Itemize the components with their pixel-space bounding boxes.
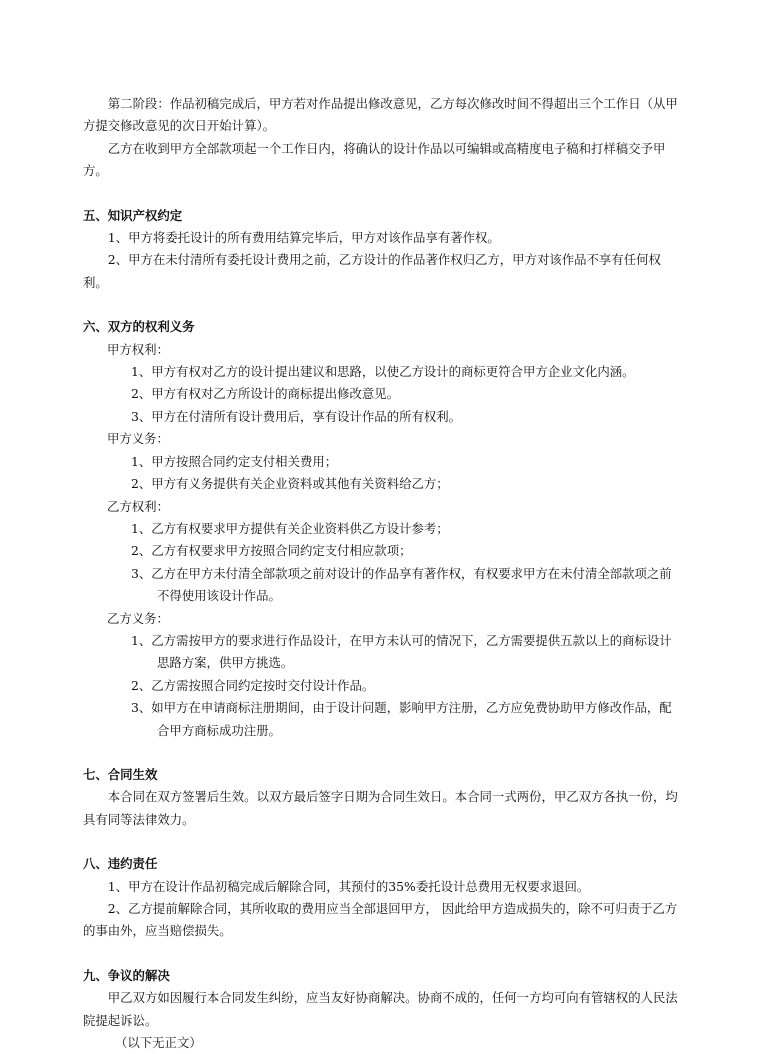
list-item: 3、乙方在甲方未付清全部款项之前对设计的作品享有著作权，有权要求甲方在未付清全部款项之前不得使用该设计作品。 <box>131 565 672 604</box>
section-heading-effectiveness: 七、合同生效 <box>83 766 158 782</box>
list-item: 2、甲方有义务提供有关企业资料或其他有关资料给乙方； <box>131 476 449 492</box>
list-item: 2、甲方有权对乙方所设计的商标提出修改意见。 <box>131 386 400 402</box>
list-item: 1、甲方将委托设计的所有费用结算完毕后，甲方对该作品享有著作权。 <box>107 230 500 246</box>
list-item: 2、乙方需按照合同约定按时交付设计作品。 <box>131 677 375 693</box>
list-item: 1、甲方有权对乙方的设计提出建议和思路，以使乙方设计的商标更符合甲方企业文化内涵。 <box>131 364 635 380</box>
list-item: 3、如甲方在申请商标注册期间，由于设计问题，影响甲方注册，乙方应免费协助甲方修改作品，配合甲方商标成功注册。 <box>131 700 672 738</box>
list-item: 2、乙方提前解除合同，其所收取的费用应当全部退回甲方， 因此给甲方造成损失的，除不可归责于乙方的事由外，应当赔偿损失。 <box>83 901 678 939</box>
document-body <box>83 93 683 1054</box>
section-heading-rights-duties: 六、双方的权利义务 <box>83 319 195 335</box>
list-item: 2、甲方在未付清所有委托设计费用之前，乙方设计的作品著作权归乙方，甲方对该作品不享有任何权利。 <box>83 252 661 290</box>
paragraph-delivery: 乙方在收到甲方全部款项起一个工作日内，将确认的设计作品以可编辑或高精度电子稿和打样稿交予甲方。 <box>83 140 666 179</box>
end-note: （以下无正文） <box>115 1035 202 1051</box>
paragraph-dispute: 甲乙双方如因履行本合同发生纠纷，应当友好协商解决。协商不成的，任何一方均可向有管辖权的人民法院提起诉讼。 <box>83 990 678 1028</box>
list-item: 3、甲方在付清所有设计费用后，享有设计作品的所有权利。 <box>131 408 462 424</box>
section-heading-breach: 八、违约责任 <box>83 856 158 872</box>
subheading-jia-rights: 甲方权利： <box>107 341 169 357</box>
list-item: 2、乙方有权要求甲方按照合同约定支付相应款项； <box>131 543 412 559</box>
list-item: 1、甲方按照合同约定支付相关费用； <box>131 453 338 469</box>
subheading-yi-duties: 乙方义务： <box>107 610 169 626</box>
subheading-yi-rights: 乙方权利： <box>107 498 169 514</box>
list-item: 1、乙方需按甲方的要求进行作品设计，在甲方未认可的情况下，乙方需要提供五款以上的商标设计思路方案，供甲方挑选。 <box>131 632 672 671</box>
section-heading-dispute: 九、争议的解决 <box>83 967 170 983</box>
paragraph-effectiveness: 本合同在双方签署后生效。以双方最后签字日期为合同生效日。本合同一式两份，甲乙双方各执一份，均具有同等法律效力。 <box>83 789 678 827</box>
list-item: 1、乙方有权要求甲方提供有关企业资料供乙方设计参考； <box>131 520 449 536</box>
subheading-jia-duties: 甲方义务： <box>107 431 169 447</box>
paragraph-stage-two: 第二阶段：作品初稿完成后，甲方若对作品提出修改意见，乙方每次修改时间不得超出三个工作日（从甲方提交修改意见的次日开始计算）。 <box>83 96 678 134</box>
section-heading-ip: 五、知识产权约定 <box>83 207 183 223</box>
list-item: 1、甲方在设计作品初稿完成后解除合同，其预付的35%委托设计总费用无权要求退回。 <box>107 878 590 894</box>
